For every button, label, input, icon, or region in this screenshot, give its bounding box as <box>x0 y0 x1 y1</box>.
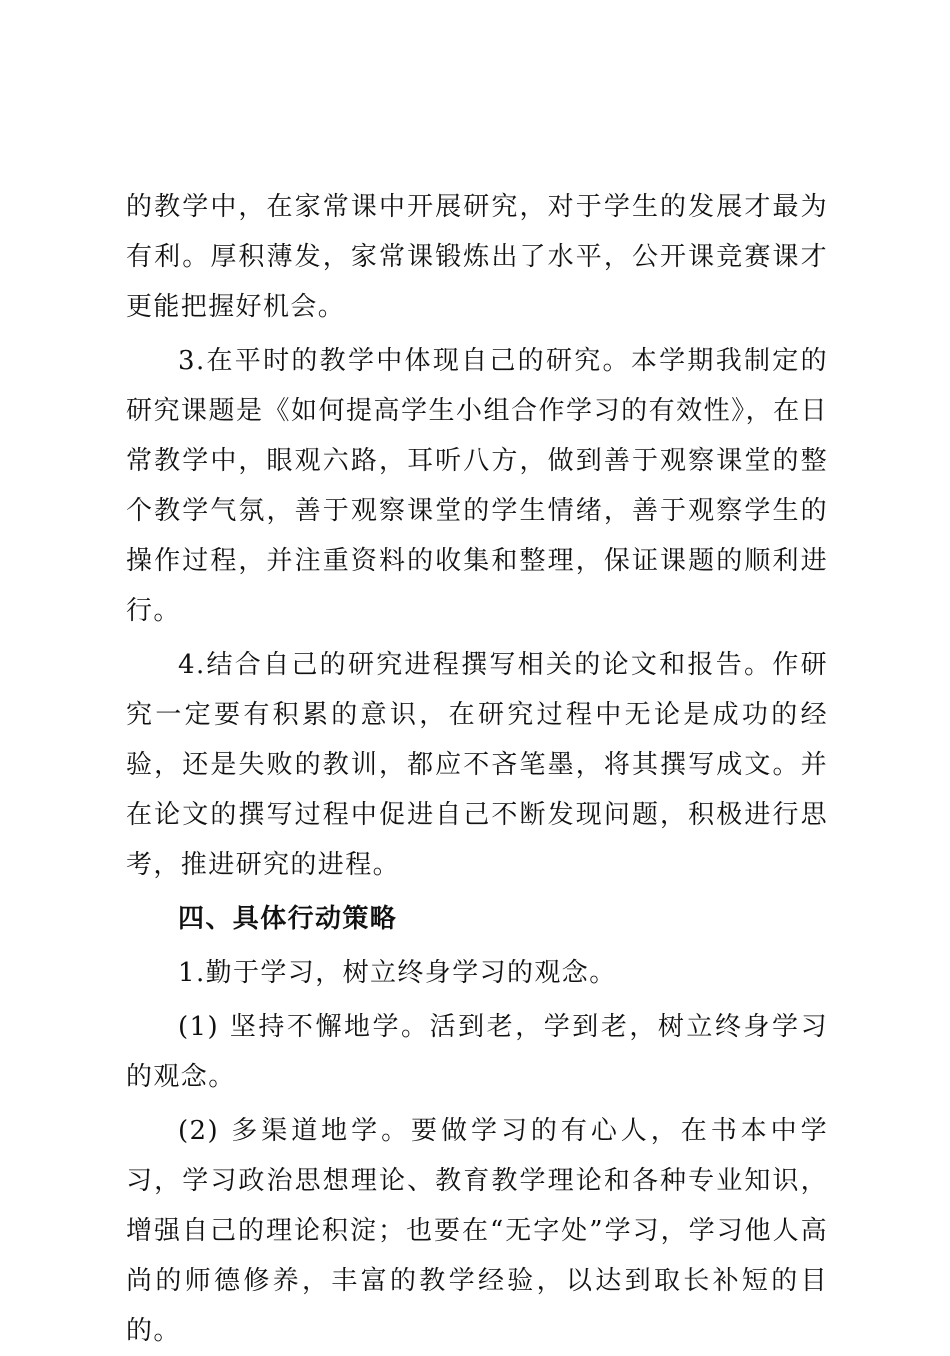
strategy-item-1: 1.勤于学习，树立终身学习的观念。 <box>178 958 617 988</box>
section-heading: 四、具体行动策略 <box>178 904 398 934</box>
paragraph-item-3: 3.在平时的教学中体现自己的研究。本学期我制定的研究课题是《如何提高学生小组合作学习的有效性》，在日常教学中，眼观六路，耳听八方，做到善于观察课堂的整个教学气氛，善于观察课堂的学生情绪，善于观察学生的操作过程，并注重资料的收集和整理，保证课题的顺利进行。 <box>126 346 828 626</box>
paragraph-continuation: 的教学中，在家常课中开展研究，对于学生的发展才最为有利。厚积薄发，家常课锻炼出了水平，公开课竞赛课才更能把握好机会。 <box>126 192 828 322</box>
strategy-sub-item-1: (1) 坚持不懈地学。活到老，学到老，树立终身学习的观念。 <box>126 1012 828 1092</box>
strategy-sub-item-2: (2) 多渠道地学。要做学习的有心人，在书本中学习，学习政治思想理论、教育教学理论和各种专业知识，增强自己的理论积淀；也要在“无字处”学习，学习他人高尚的师德修养，丰富的教学经验，以达到取长补短的目的。 <box>126 1116 828 1346</box>
document-body <box>126 182 828 1356</box>
paragraph-item-4: 4.结合自己的研究进程撰写相关的论文和报告。作研究一定要有积累的意识，在研究过程中无论是成功的经验，还是失败的教训，都应不吝笔墨，将其撰写成文。并在论文的撰写过程中促进自己不断发现问题，积极进行思考，推进研究的进程。 <box>126 650 828 880</box>
